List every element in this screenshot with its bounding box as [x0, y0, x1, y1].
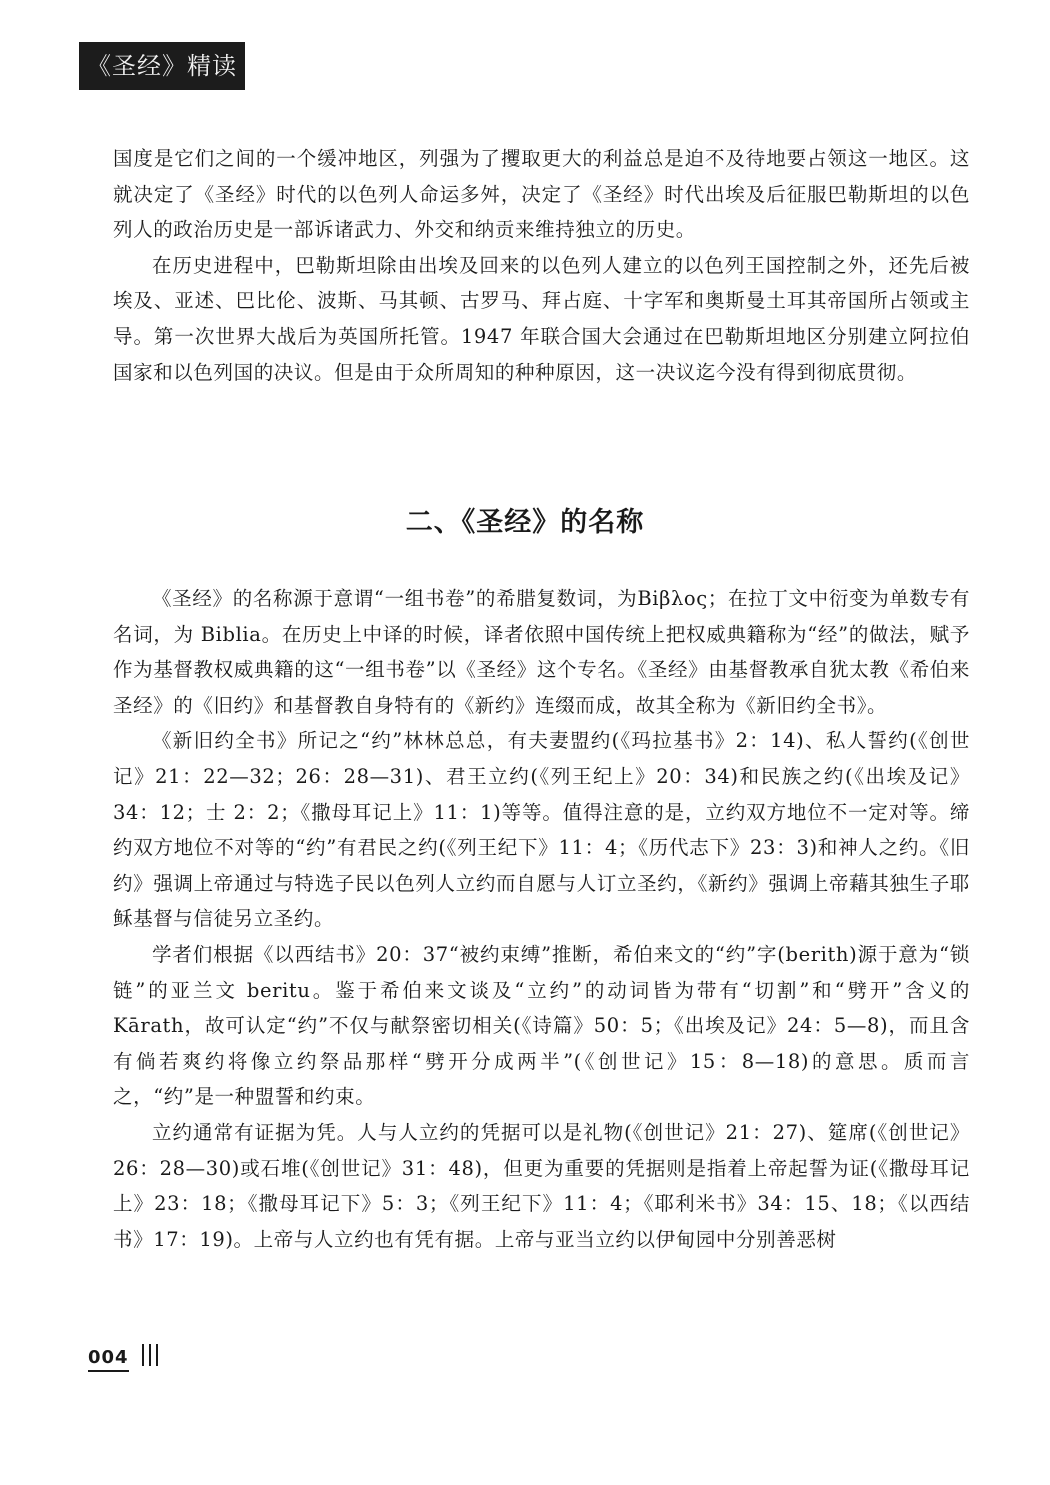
running-header-tab: 《圣经》精读 [79, 42, 245, 90]
page-ornament-bars [142, 1344, 163, 1370]
paragraph: 学者们根据《以西结书》20：37“被约束缚”推断，希伯来文的“约”字(berith)源于意为“锁链”的亚兰文 beritu。鉴于希伯来文谈及“立约”的动词皆为带有“切割”和“劈开”含义的 Kārath，故可认定“约”不仅与献祭密切相关(《诗篇》50：5；《出埃及记》24：5—8)，而且含有倘若爽约将像立约祭品那样“劈开分成两半”(《创世记》15：8—18)的意思。质而言之，“约”是一种盟誓和约束。 [113, 942, 970, 1109]
paragraph: 国度是它们之间的一个缓冲地区，列强为了攫取更大的利益总是迫不及待地要占领这一地区。这就决定了《圣经》时代的以色列人命运多舛，决定了《圣经》时代出埃及后征服巴勒斯坦的以色列人的政治历史是一部诉诸武力、外交和纳贡来维持独立的历史。 [113, 147, 970, 242]
paragraph: 在历史进程中，巴勒斯坦除由出埃及回来的以色列人建立的以色列王国控制之外，还先后被埃及、亚述、巴比伦、波斯、马其顿、古罗马、拜占庭、十字军和奥斯曼土耳其帝国所占领或主导。第一次世界大战后为英国所托管。1947 年联合国大会通过在巴勒斯坦地区分别建立阿拉伯国家和以色列国的决议。但是由于众所周知的种种原因，这一决议迄今没有得到彻底贯彻。 [113, 253, 970, 384]
page-number: 004 [88, 1347, 129, 1372]
intro-text-block [113, 141, 970, 390]
section-text-block [113, 581, 970, 1257]
paragraph: 《圣经》的名称源于意谓“一组书卷”的希腊复数词，为Biβλoς；在拉丁文中衍变为单数专有名词，为 Biblia。在历史上中译的时候，译者依照中国传统上把权威典籍称为“经”的做法，赋予作为基督教权威典籍的这“一组书卷”以《圣经》这个专名。《圣经》由基督教承自犹太教《希伯来圣经》的《旧约》和基督教自身特有的《新约》连缀而成，故其全称为《新旧约全书》。 [113, 587, 970, 717]
paragraph: 《新旧约全书》所记之“约”林林总总，有夫妻盟约(《玛拉基书》2：14)、私人誓约(《创世记》21：22—32；26：28—31)、君王立约(《列王纪上》20：34)和民族之约(《出埃及记》34：12；士 2：2；《撒母耳记上》11：1)等等。值得注意的是，立约双方地位不一定对等。缔约双方地位不对等的“约”有君民之约(《列王纪下》11：4；《历代志下》23：3)和神人之约。《旧约》强调上帝通过与特选子民以色列人立约而自愿与人订立圣约，《新约》强调上帝藉其独生子耶稣基督与信徒另立圣约。 [113, 729, 970, 931]
paragraph: 立约通常有证据为凭。人与人立约的凭据可以是礼物(《创世记》21：27)、筵席(《创世记》26：28—30)或石堆(《创世记》31：48)，但更为重要的凭据则是指着上帝起誓为证(《撒母耳记上》23：18；《撒母耳记下》5：3；《列王纪下》11：4；《耶利米书》34：15、18；《以西结书》17：19)。上帝与人立约也有凭有据。上帝与亚当立约以伊甸园中分别善恶树 [113, 1120, 970, 1251]
page-footer [88, 1344, 163, 1370]
section-title: 二、《圣经》的名称 [405, 507, 645, 538]
